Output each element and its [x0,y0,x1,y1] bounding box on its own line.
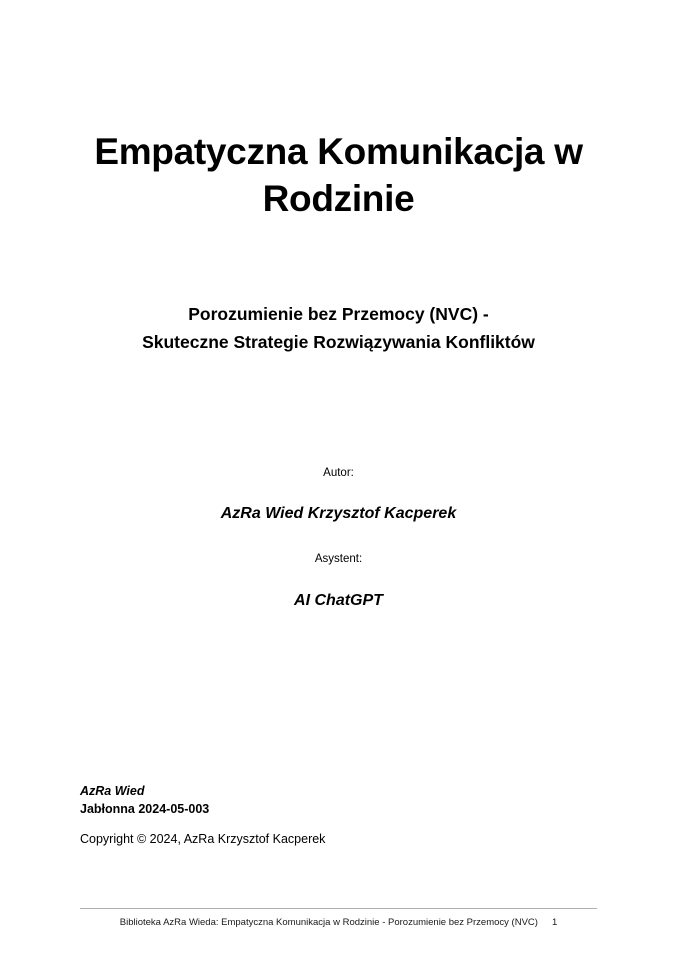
imprint-block [80,782,209,818]
title-block [0,128,677,223]
subtitle-block [0,300,677,357]
copyright-notice: Copyright © 2024, AzRa Krzysztof Kacperek [80,832,326,846]
document-subtitle-line-1: Porozumienie bez Przemocy (NVC) - [188,304,489,324]
credits-block [0,465,677,612]
imprint-organization: AzRa Wied [80,784,145,798]
credits-spacer-1 [0,481,677,503]
document-subtitle-line-2: Skuteczne Strategie Rozwiązywania Konfliktów [142,332,535,353]
footer-text: Biblioteka AzRa Wieda: Empatyczna Komunikacja w Rodzinie - Porozumienie bez Przemocy (NVC) [119,917,538,928]
author-label: Autor: [323,467,354,479]
credits-spacer-2 [0,525,677,551]
footer-row [80,917,597,928]
assistant-label: Asystent: [314,553,363,566]
page-title: Empatyczna Komunikacja w Rodzinie [94,131,583,220]
imprint-place-and-code: Jabłonna 2024-05-003 [80,802,210,817]
credits-spacer-3 [0,568,677,590]
author-name: AzRa Wied Krzysztof Kacperek [220,505,457,523]
page-footer [80,908,597,928]
assistant-name: AI ChatGPT [294,591,383,609]
footer-page-number: 1 [551,917,558,928]
footer-divider [80,908,597,909]
